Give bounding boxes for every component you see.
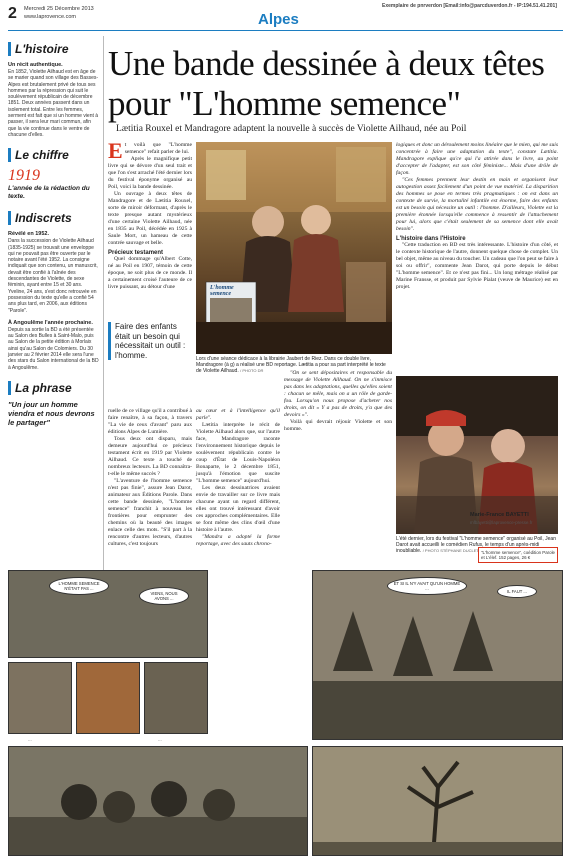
sidebar-divider xyxy=(103,36,104,596)
indiscrets-text-1: Dans la succession de Violette Ailhaud (1835-1925) se trouvait une enveloppe qui ne pouvait pas être ouverte par le notaire avant l'été 1952. La consigne indiquait que son contenu, un manuscrit, devait être confié à l'aînée des descendantes de Violette, de sexe féminin, ayant entre 15 et 30 ans. Yveline, 24 ans, s'est donc retrouvée en possession du texte qu'elle a confié 54 ans plus tard, en 2006, aux éditions "Parole". xyxy=(8,238,98,314)
header-site: www.laprovence.com xyxy=(24,14,76,20)
book-info-box: "L'homme semence", coédition Parole et L'élef. 152 pages, 26 € xyxy=(478,547,558,563)
paragraph: logiques et donc un déroulement moins linéaire que le mien, qui me suis concentrée à faire une adaptation du texte", constate Lætitia. Mandragore explique qu'ce qui l'a attirée dans le livre, au point d'accepter de l'adapter, est son côté féministe... Mais d'une drôle de façon. xyxy=(396,142,558,176)
histoire-subheading: Un récit authentique. xyxy=(8,62,63,68)
paragraph: "On se sent dépositaires et responsable du message de Violette Ailhaud. On ne s'inmisce pas dans les adaptations, quelles qu'elles soient : chacun se mêle, mais on a un rôle de garde-fou. Lorsqu'on nous propose d'acheter nos droits, on dit « Y a pas de droits, y'a que des devoirs »". xyxy=(284,370,392,418)
comic-panel xyxy=(312,746,563,856)
page-number: 2 xyxy=(8,5,17,22)
book-cover-title: L'homme semence xyxy=(210,285,234,297)
speech-bubble: L'HOMME SEMENCE N'ÉTAIT PAS ... xyxy=(49,577,109,595)
paragraph: au cœur et à l'intelligence qu'il parle". xyxy=(196,408,280,421)
paragraph: Les deux dessinatrices avaient envie de travailler sur ce livre mais chacune ayant un regard différent, elles ont trouvé intéressant d'avoir ces approches complémentaires. Elle se font même des clins d'œil d'une histoire à l'autre. xyxy=(196,485,280,533)
indiscrets-heading: Indiscrets xyxy=(8,211,100,225)
indiscrets-subheading-1: Révélé en 1952. xyxy=(8,231,49,238)
comic-panel xyxy=(76,662,140,734)
article-column-2 xyxy=(196,408,280,548)
header-date: Mercredi 25 Décembre 2013 xyxy=(24,6,94,12)
header-rule xyxy=(8,30,563,31)
comic-panel xyxy=(8,570,208,658)
comic-strip xyxy=(8,570,563,860)
article-title: Une bande dessinée à deux têtes pour "L'homme semence" xyxy=(108,44,545,123)
paragraph: t voilà que "L'homme semence" refait parler de lui. xyxy=(124,142,192,155)
section-name: Alpes xyxy=(258,11,299,28)
phrase-quote: "Un jour un homme viendra et nous devrons le partager" xyxy=(8,399,95,427)
article-column-3 xyxy=(284,370,392,433)
phrase-heading: La phrase xyxy=(8,381,100,395)
article-subtitle: Lætitia Rouxel et Mandragore adaptent la nouvelle à succès de Violette Ailhaud, née au Poil xyxy=(116,124,467,134)
author-name: Marie-France BAYETTI xyxy=(470,512,529,518)
photo-illustration xyxy=(196,142,392,354)
histoire-heading: L'histoire xyxy=(8,42,100,56)
section-heading: L'histoire dans l'Histoire xyxy=(396,236,466,242)
paragraph: Un ouvrage à deux têtes de Mandragore et de Lætitia Rouxel, sorte de miroir déformant, d'après le texte presque autant mystérieux d'une certaine Violette Ailhaud, née en 1835 au Poil, décédée en 1925 à Saule Mort, un hameau de cette contrée sauvage et belle. xyxy=(108,191,192,246)
photo-illustration xyxy=(396,376,558,534)
paragraph: "L'aventure de l'homme semence n'est pas finie", assure Jean Darot, animateur aux Éditions Parole. Dans cette bande dessinée, "L'homme semence" franchit à nouveau les frontières pour emprunter des chemins où la beauté des images enlace celle des mots. "S'il part à la rencontre d'autres lecteurs, d'autres cultures, c'est toujours xyxy=(108,478,192,547)
caption-text: Lors d'une séance dédicace à la librairie Jaubert de Riez. Dans ce double livre, Mandragore (à g) a réalisé une BD reportage. Lætitia a pour sa part interprété le texte de Violette Ailhaud. xyxy=(196,356,386,374)
article-column-4 xyxy=(396,142,558,291)
paragraph: ruelle de ce village qu'il a contribué à faire renaître, à sa façon, à travers "La vie de ceux d'avant" paru aux éditions Alpes de Lumière. xyxy=(108,408,192,435)
chiffre-value: 1919 xyxy=(8,167,40,185)
speech-bubble: VIENS, NOUS AVONS ... xyxy=(139,587,189,605)
paragraph: Lætitia interprète le récit de Violette Ailhaud alors que, sur l'autre face, Mandragore raconte l'environnement historique depuis le soulèvement républicain contre le coup d'État de Louis-Napoléon Bonaparte, le 2 décembre 1851, jusqu'à l'émotion que suscite "L'homme semence" aujourd'hui. xyxy=(196,422,280,484)
comic-caption: ... xyxy=(28,737,32,742)
comic-panel xyxy=(312,570,563,740)
comic-panel xyxy=(8,662,72,734)
section-heading: Précieux testament xyxy=(108,250,164,256)
paragraph: Voilà qui devrait réjouir Violette et son homme. xyxy=(284,419,392,432)
comic-panel xyxy=(144,662,208,734)
panel-illustration xyxy=(9,747,308,856)
panel-illustration xyxy=(313,747,563,856)
print-note: Exemplaire de pnrverdon [Email:info@parcduverdon.fr - IP:194.51.41.201] xyxy=(382,3,557,9)
author-email: mfbayetti@laprovence-presse.fr xyxy=(470,520,533,525)
comic-panel xyxy=(8,746,308,856)
paragraph: "Mandra a adopté la forme reportage, avec des sauts chrono- xyxy=(196,534,280,547)
sidebar xyxy=(8,36,100,596)
comic-caption: ... xyxy=(158,737,162,742)
article-column-1-bottom xyxy=(108,408,192,548)
paragraph: "Cette traduction en BD est très intéressante. L'histoire d'un côté, et le contexte historique de l'autre, donnent quelque chose de complet. Un bel objet, même au niveau du toucher. Un cadeau que l'on peut se faire à soi ou offrir", commente Jean Darot, qui porte depuis le début "L'homme semence". Et ce n'est pas fini... Un long métrage réalisé par Marine Fransse, et produit par Sylvie Pialat (veuve de Maurice) est en projet. xyxy=(396,242,558,290)
caption-text: L'été dernier, lors du festival "L'homme semence" organisé au Poil, Jean Darot avait accueilli le comédien Rufus, le temps d'un après-midi inoubliable. xyxy=(396,536,556,554)
article-column-1 xyxy=(108,138,192,291)
paragraph: Quel dommage qu'Albert Cotte, né au Poil en 1907, témoin de cette époque, ne soit plus de ce monde. Il a certainement croisé l'auteure de ce livre puissant, au détour d'une xyxy=(108,256,192,290)
paragraph: Tous deux ont disparu, mais demeure aujourd'hui ce précieux testament écrit en 1919 par Violette Ailhaud. Ce texte a touché de nombreux lecteurs. La BD connaîtra-t-elle le même succès ? xyxy=(108,436,192,477)
speech-bubble: IL FAUT ... xyxy=(497,585,537,598)
photo-credit: / PHOTO STÉPHANE DUCLET xyxy=(422,548,479,553)
paragraph: Après le magnifique petit livre qui se dévore d'un seul trait et que l'on s'est arraché l'été dernier lors du festival éponyme organisé au Poil, voici la bande dessinée. xyxy=(108,156,192,190)
indiscrets-subheading-2: À Angoulême l'année prochaine. xyxy=(8,319,93,326)
drop-cap: E xyxy=(108,138,123,163)
chiffre-heading: Le chiffre xyxy=(8,148,100,162)
photo-credit: / PHOTO DR xyxy=(240,368,264,373)
photo-signing-session xyxy=(196,142,392,354)
paragraph: "Ces femmes prennent leur destin en main et organisent leur autogestion assez facilement d'un point de vue matériel. La disparition des hommes se pose en termes très pragmatiques : on est dans un contexte de survie, la mortalité infantile est énorme, faire des enfants est un besoin qui nécessite un outil : l'homme. D'ailleurs, Violette est la première étonnée lorsqu'elle commence à ressentir de l'attachement pour lui, alors que c'était seulement de sa semence dont elle avait besoin". xyxy=(396,177,558,232)
chiffre-caption: L'année de la rédaction du texte. xyxy=(8,185,90,201)
pull-quote: Faire des enfants était un besoin qui nécessitait un outil : l'homme. xyxy=(108,322,190,360)
indiscrets-text-2: Depuis sa sortie la BD a été présentée au Salon des Bulles à Saint-Malo, puis au Salon de la petite édition à Morlaix ainsi qu'au Salon de Colomiers. Du 30 janvier au 2 février 2014 elle sera l'une des stars du Salon international de la BD à Angoulême. xyxy=(8,326,99,371)
photo-festival xyxy=(396,376,558,534)
speech-bubble: ET SI IL N'Y AVAIT QU'UN HOMME ... xyxy=(387,577,467,595)
histoire-text: En 1852, Violette Ailhaud est en âge de se marier quand son village des Basses-Alpes est brutalement privé de tous ses hommes par la répression qui suit le soulèvement républicain de décembre 1851. Deux années passent dans un isolement total. Entre les femmes, serment est fait que si un homme vient à passer, il sera leur mari commun, afin que la vie continue dans le ventre de chacune d'elles. xyxy=(8,69,99,138)
